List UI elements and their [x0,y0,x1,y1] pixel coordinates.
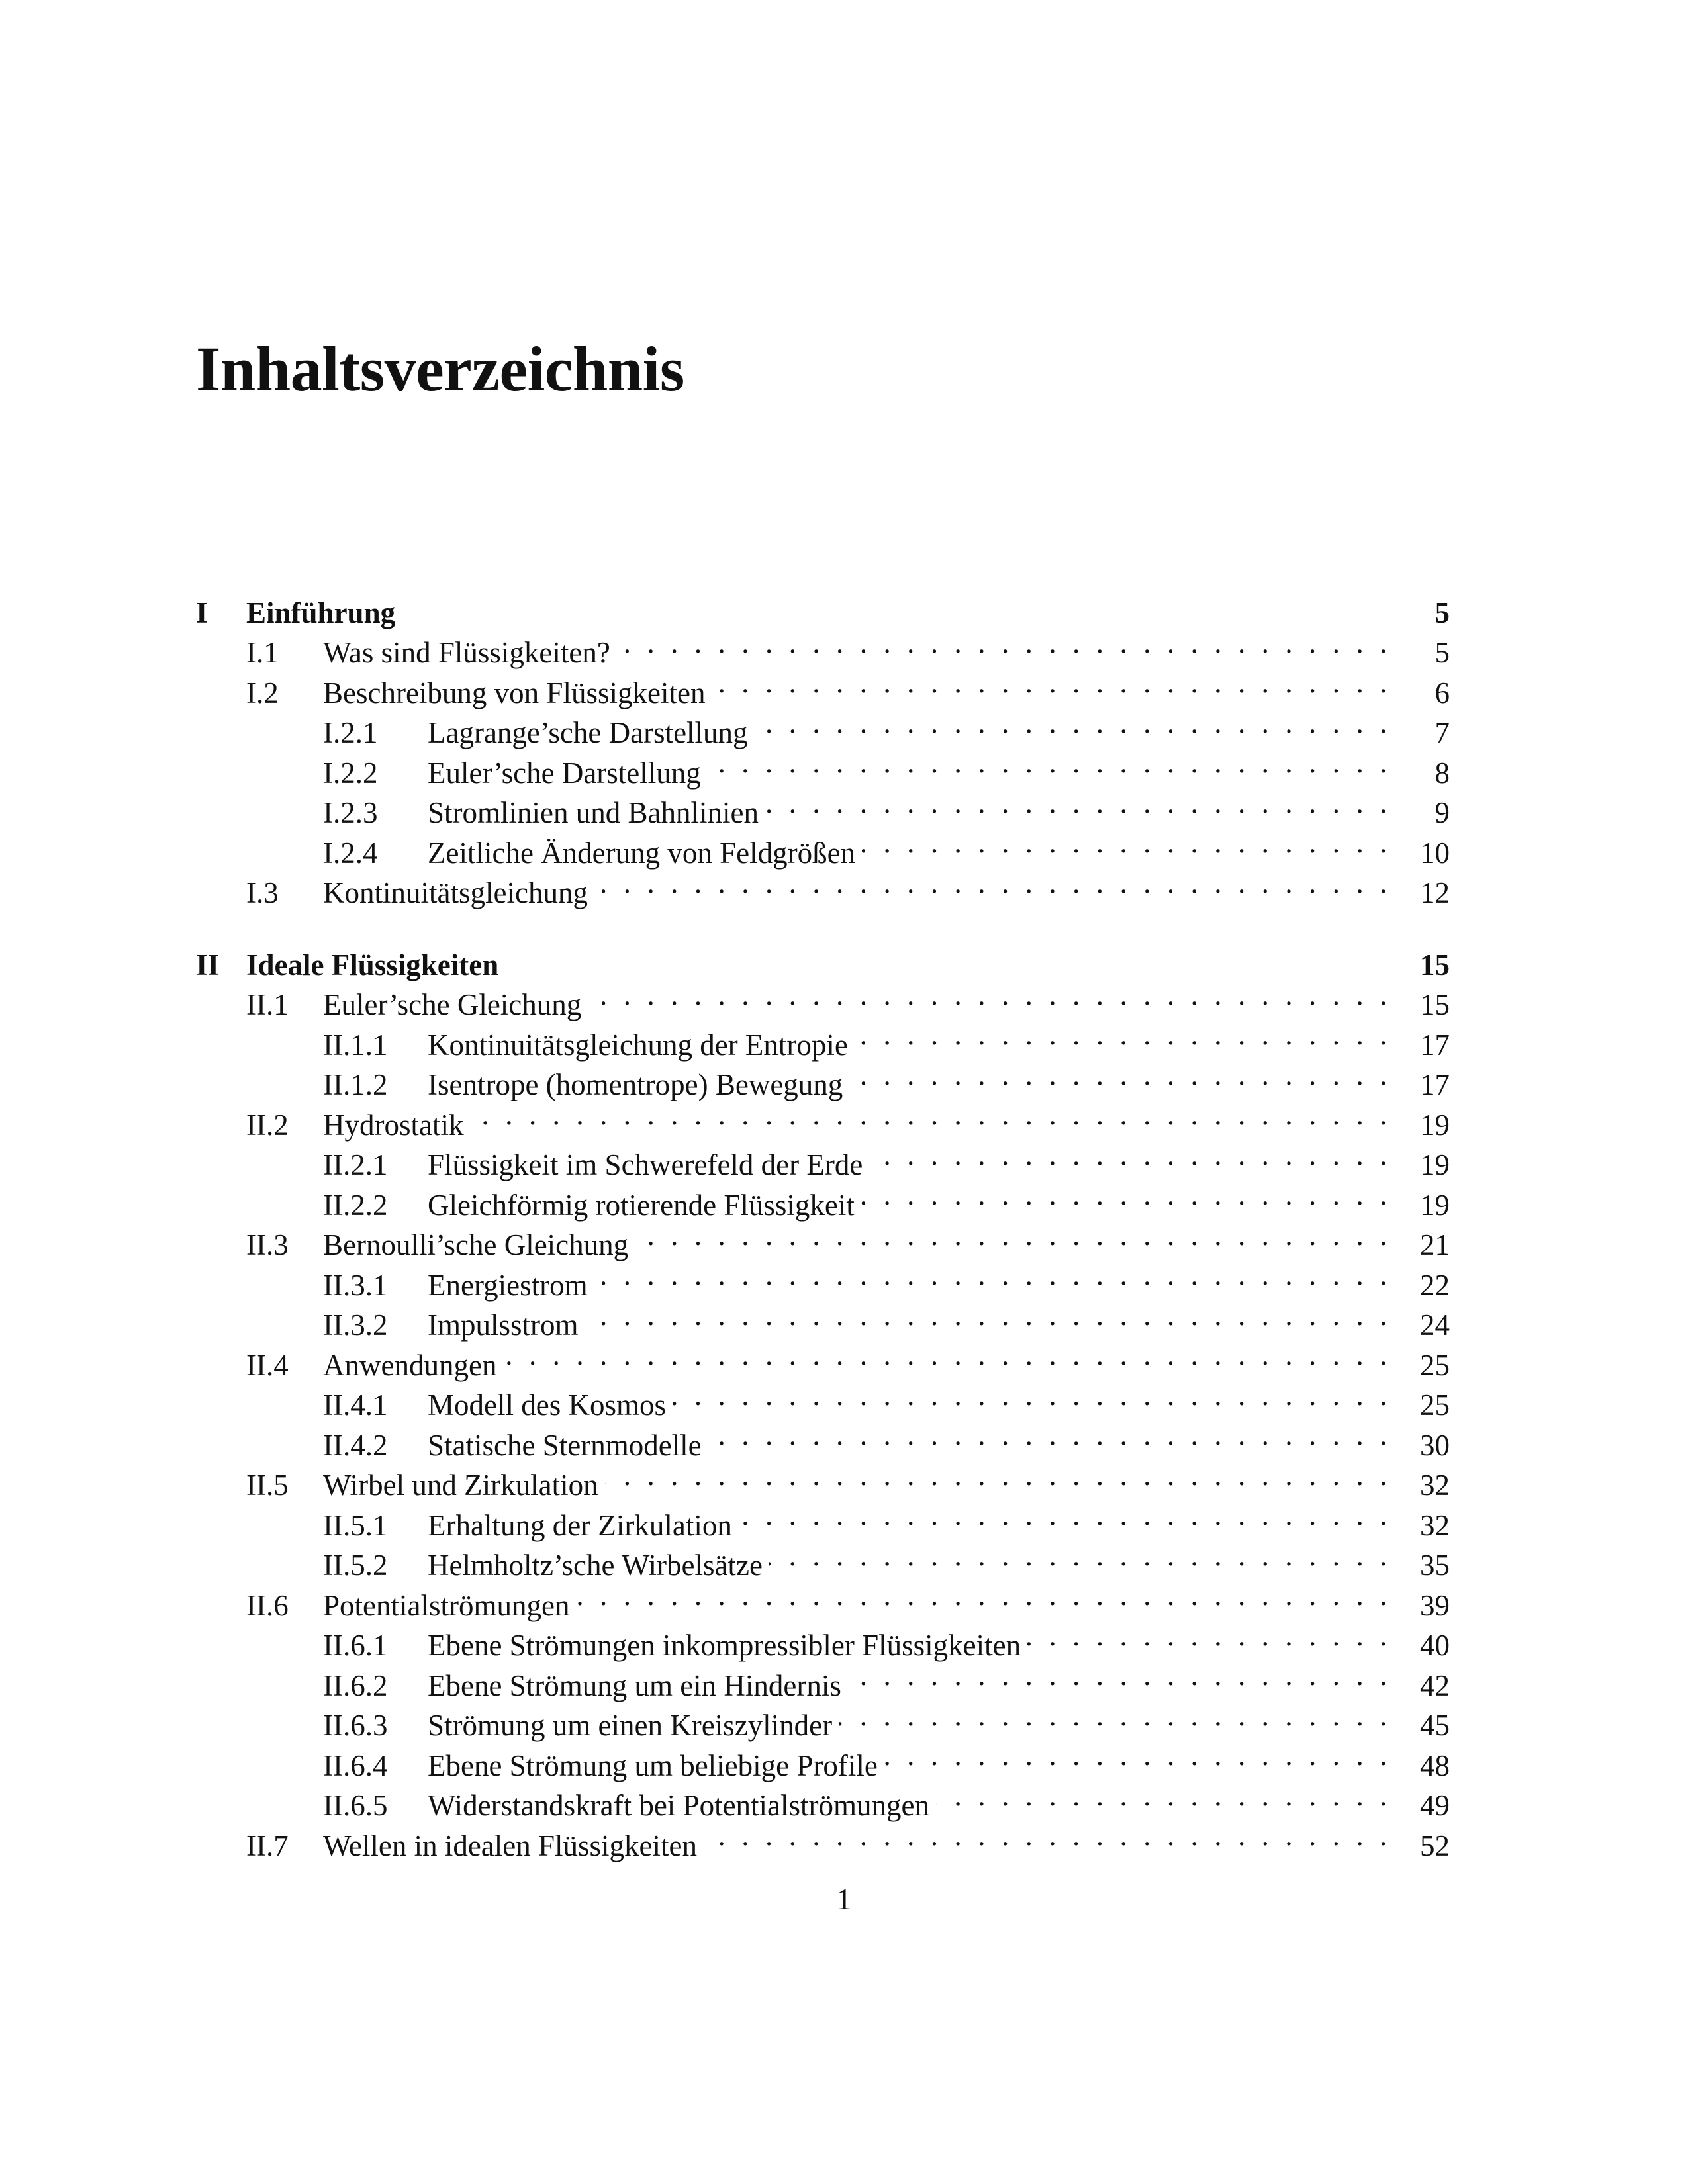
toc-dot-leader [594,1255,1407,1295]
toc-dot-leader [839,1696,1407,1736]
toc-entry-number: II.6 [246,1588,289,1622]
toc-entry-title: Energiestrom [428,1265,594,1306]
toc-entry-page: 25 [1420,1388,1450,1422]
toc-entry-title: Bernoulli’sche Gleichung [323,1225,635,1265]
toc-dot-leader [585,1295,1407,1336]
toc-dot-leader [861,1175,1407,1215]
toc-dot-leader [1027,1615,1407,1656]
toc-section-entry[interactable] [196,1335,1450,1382]
toc-entry-title: Euler’sche Darstellung [428,753,708,794]
toc-entry-number: II.6.5 [323,1789,388,1822]
toc-subsection-entry[interactable] [196,823,1450,870]
toc-entry-title: Helmholtz’sche Wirbelsätze [428,1545,769,1586]
toc-entry-page: 49 [1420,1789,1450,1822]
toc-entry-number: II.6.4 [323,1749,388,1782]
toc-entry-number: II.5.2 [323,1549,388,1582]
toc-subsection-entry[interactable] [196,743,1450,790]
toc-dot-leader [769,1535,1407,1576]
toc-subsection-entry[interactable] [196,1295,1450,1342]
toc-entry-page: 9 [1434,796,1450,829]
toc-entry-number: II.7 [246,1829,289,1862]
toc-entry-page: 19 [1420,1188,1450,1222]
toc-entry-page: 40 [1420,1629,1450,1662]
toc-entry-number: II.3.1 [323,1268,388,1302]
toc-entry-title: Einführung [246,593,402,633]
toc-entry-number: II.6.2 [323,1668,388,1702]
toc-entry-number: II.3.2 [323,1308,388,1342]
toc-entry-title: Zeitliche Änderung von Feldgrößen [428,833,862,874]
table-of-contents [196,582,1450,1862]
toc-entry-page: 24 [1420,1308,1450,1342]
toc-entry-number: I.2 [246,676,279,709]
toc-entry-number: II.1.1 [323,1028,388,1062]
toc-dot-leader [755,703,1407,743]
toc-entry-page: 52 [1420,1829,1450,1862]
toc-entry-title: Ebene Strömungen inkompressibler Flüssigkeiten [428,1625,1027,1666]
toc-entry-number: II.5 [246,1469,289,1502]
toc-entry-page: 30 [1420,1428,1450,1462]
toc-dot-leader [505,934,1407,975]
toc-entry-number: II.5.1 [323,1508,388,1542]
toc-entry-title: Wellen in idealen Flüssigkeiten [323,1826,704,1866]
toc-entry-number: I.2.4 [323,836,378,870]
toc-dot-leader [765,783,1407,823]
toc-entry-title: Lagrange’sche Darstellung [428,713,755,753]
toc-section-entry[interactable] [196,1575,1450,1622]
toc-dot-leader [402,582,1407,623]
toc-dot-leader [588,975,1407,1015]
toc-subsection-entry[interactable] [196,783,1450,829]
toc-entry-number: I.2.2 [323,756,378,790]
toc-dot-leader [884,1735,1407,1776]
toc-subsection-entry[interactable] [196,1415,1450,1462]
toc-dot-leader [503,1335,1407,1375]
toc-entry-page: 15 [1420,948,1450,981]
toc-entry-title: Kontinuitätsgleichung [323,873,594,913]
toc-entry-title: Beschreibung von Flüssigkeiten [323,673,712,713]
toc-entry-page: 17 [1420,1068,1450,1101]
toc-dot-leader [708,743,1407,783]
toc-entry-page: 17 [1420,1028,1450,1062]
toc-entry-number: I.1 [246,636,279,669]
toc-dot-leader [936,1776,1407,1816]
toc-dot-leader [739,1495,1407,1535]
toc-entry-page: 21 [1420,1228,1450,1261]
toc-entry-title: Was sind Flüssigkeiten? [323,633,617,673]
toc-section-entry[interactable] [196,1455,1450,1502]
toc-entry-title: Isentrope (homentrope) Bewegung [428,1065,849,1105]
toc-entry-title: Statische Sternmodelle [428,1426,708,1466]
toc-dot-leader [673,1375,1407,1416]
toc-entry-number: II.2.2 [323,1188,388,1222]
toc-entry-title: Strömung um einen Kreiszylinder [428,1706,839,1746]
toc-entry-title: Impulsstrom [428,1305,585,1345]
toc-entry-page: 19 [1420,1148,1450,1181]
toc-entry-page: 25 [1420,1348,1450,1382]
toc-entry-number: II [196,948,220,981]
toc-entry-title: Euler’sche Gleichung [323,985,588,1025]
toc-entry-number: II.2.1 [323,1148,388,1181]
toc-entry-page: 6 [1434,676,1450,709]
toc-entry-page: 8 [1434,756,1450,790]
toc-dot-leader [617,623,1407,663]
toc-entry-page: 5 [1434,636,1450,669]
toc-entry-title: Wirbel und Zirkulation [323,1465,605,1506]
toc-entry-title: Kontinuitätsgleichung der Entropie [428,1025,855,1066]
toc-entry-number: II.6.3 [323,1709,388,1742]
toc-entry-title: Flüssigkeit im Schwerefeld der Erde [428,1145,869,1185]
toc-entry-number: II.4.1 [323,1388,388,1422]
toc-entry-page: 32 [1420,1508,1450,1542]
toc-entry-title: Ebene Strömung um beliebige Profile [428,1746,884,1786]
toc-entry-number: II.3 [246,1228,289,1261]
toc-dot-leader [869,1135,1407,1175]
toc-entry-page: 45 [1420,1709,1450,1742]
toc-dot-leader [712,662,1407,703]
toc-entry-page: 7 [1434,716,1450,749]
toc-entry-page: 48 [1420,1749,1450,1782]
toc-dot-leader [855,1015,1407,1055]
toc-entry-number: I [196,596,208,629]
page-title: Inhaltsverzeichnis [196,334,684,404]
toc-entry-page: 32 [1420,1469,1450,1502]
toc-dot-leader [849,1055,1407,1095]
toc-entry-number: I.2.1 [323,716,378,749]
toc-entry-title: Widerstandskraft bei Potentialströmungen [428,1786,936,1826]
toc-entry-number: II.4.2 [323,1428,388,1462]
toc-entry-page: 15 [1420,988,1450,1021]
toc-entry-title: Hydrostatik [323,1105,470,1146]
toc-entry-page: 5 [1434,596,1450,629]
toc-dot-leader [708,1415,1407,1455]
toc-entry-title: Ebene Strömung um ein Hindernis [428,1666,848,1706]
toc-dot-leader [605,1455,1407,1496]
page-number: 1 [836,1883,852,1916]
toc-entry-number: II.4 [246,1348,289,1382]
toc-entry-number: I.3 [246,876,279,909]
toc-entry-number: I.2.3 [323,796,378,829]
toc-subsection-entry[interactable] [196,1535,1450,1582]
toc-chapter [196,934,1450,1862]
toc-entry-page: 22 [1420,1268,1450,1302]
toc-chapter [196,582,1450,909]
toc-entry-page: 10 [1420,836,1450,870]
toc-entry-title: Stromlinien und Bahnlinien [428,793,765,833]
toc-entry-page: 39 [1420,1588,1450,1622]
toc-dot-leader [862,823,1407,863]
toc-chapter-heading[interactable] [196,934,1450,981]
toc-entry-page: 42 [1420,1668,1450,1702]
toc-entry-page: 19 [1420,1108,1450,1142]
toc-entry-number: II.1.2 [323,1068,388,1101]
toc-entry-title: Modell des Kosmos [428,1385,673,1426]
toc-entry-title: Ideale Flüssigkeiten [246,945,505,985]
toc-entry-page: 35 [1420,1549,1450,1582]
toc-entry-title: Potentialströmungen [323,1586,576,1626]
toc-entry-number: II.1 [246,988,289,1021]
toc-chapter-heading[interactable] [196,582,1450,629]
toc-entry-page: 12 [1420,876,1450,909]
toc-entry-title: Gleichförmig rotierende Flüssigkeit [428,1185,861,1226]
toc-entry-title: Anwendungen [323,1345,503,1386]
toc-entry-number: II.6.1 [323,1629,388,1662]
toc-entry-title: Erhaltung der Zirkulation [428,1506,739,1546]
toc-entry-number: II.2 [246,1108,289,1142]
